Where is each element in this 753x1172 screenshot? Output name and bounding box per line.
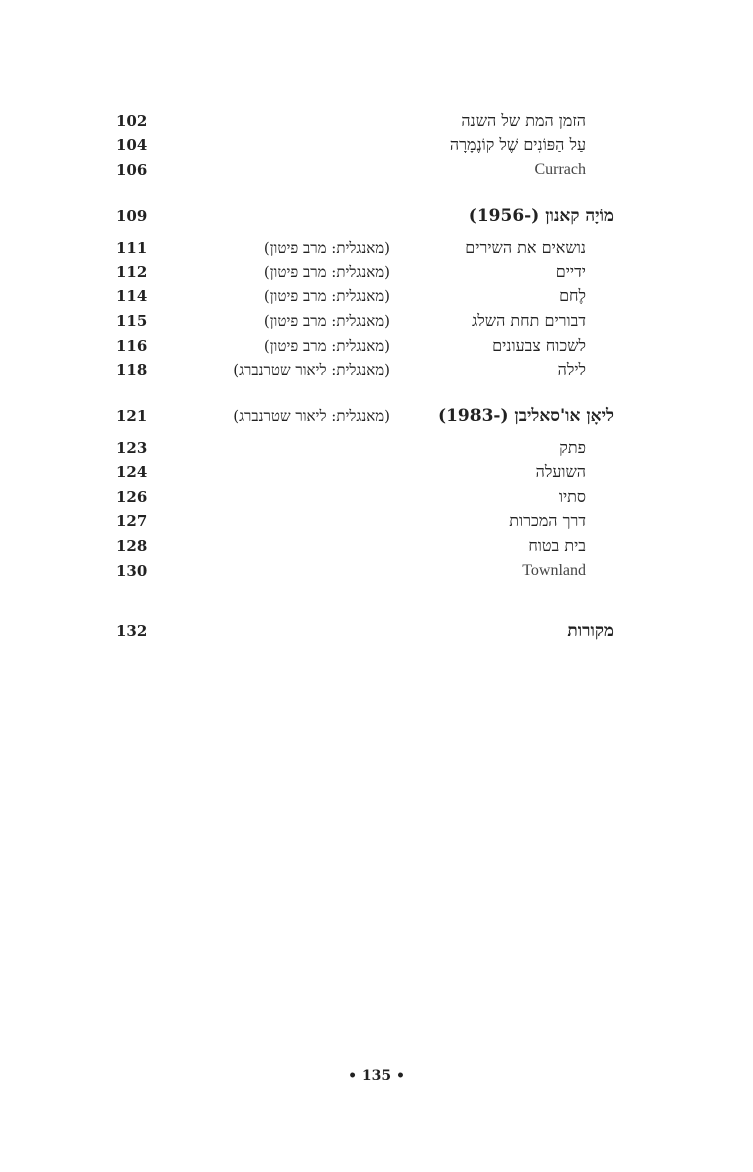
page-number: 123 [116, 439, 148, 457]
entry-title: לילה [557, 360, 586, 379]
page-number: 102 [116, 112, 148, 130]
page-number: 124 [116, 463, 148, 481]
entry-title: סתיו [558, 487, 586, 506]
toc-entry [116, 133, 614, 157]
toc-section-heading [116, 204, 614, 228]
toc-entry [116, 236, 614, 260]
entry-title: השועלה [535, 462, 586, 481]
toc-entry [116, 260, 614, 284]
toc-section-heading [116, 619, 614, 643]
entry-title: עַל הַפּוֹנִים שֶׁל קוֹנֶמָרָה [449, 135, 586, 154]
entry-title: פתק [559, 438, 586, 457]
entry-title: ידיים [555, 262, 586, 281]
entry-title: בית בטוח [528, 536, 586, 555]
toc-entry [116, 509, 614, 533]
page-number: 106 [116, 161, 148, 179]
page-number: 128 [116, 537, 148, 555]
page-number: 127 [116, 512, 148, 530]
translator-credit: (מאנגלית: מרב פיטון) [263, 312, 390, 330]
toc-entry [116, 158, 614, 182]
entry-title: Townland [522, 562, 586, 579]
translator-credit: (מאנגלית: ליאור שטרנברג) [233, 361, 390, 379]
entry-title: הזמן המת של השנה [461, 111, 586, 130]
folio-page-number: • 135 • [348, 1068, 405, 1084]
page-number: 115 [116, 312, 148, 330]
poet-heading: ליאָן או'סאליבן (-1983) [438, 406, 614, 426]
page-number: 132 [116, 622, 148, 640]
toc-entry [116, 485, 614, 509]
sources-heading: מקורות [567, 621, 614, 641]
toc-entry [116, 309, 614, 333]
toc-entry [116, 559, 614, 583]
toc-entry [116, 109, 614, 133]
entry-title: דבורים תחת השלג [472, 311, 586, 330]
toc-entry [116, 284, 614, 308]
page-number: 104 [116, 136, 148, 154]
translator-credit: (מאנגלית: מרב פיטון) [263, 337, 390, 355]
page-number: 112 [116, 263, 148, 281]
page-number: 126 [116, 488, 148, 506]
toc-entry [116, 358, 614, 382]
entry-title: לֶחם [559, 286, 586, 305]
toc-entry [116, 334, 614, 358]
toc-section-heading [116, 404, 614, 428]
page-number: 118 [116, 361, 148, 379]
entry-title: Currach [534, 161, 586, 178]
page-number: 130 [116, 562, 148, 580]
translator-credit: (מאנגלית: מרב פיטון) [263, 287, 390, 305]
translator-credit: (מאנגלית: ליאור שטרנברג) [233, 407, 390, 425]
page-number: 114 [116, 287, 148, 305]
toc-entry [116, 534, 614, 558]
translator-credit: (מאנגלית: מרב פיטון) [263, 239, 390, 257]
entry-title: דרך המכרות [509, 511, 586, 530]
poet-heading: מוֹיָה קאנון (-1956) [468, 206, 614, 226]
page-number: 116 [116, 337, 148, 355]
toc-entry [116, 460, 614, 484]
page-number: 121 [116, 407, 148, 425]
entry-title: לשכוח צבעונים [492, 336, 586, 355]
translator-credit: (מאנגלית: מרב פיטון) [263, 263, 390, 281]
page-number: 111 [116, 239, 148, 257]
toc-entry [116, 436, 614, 460]
page-number: 109 [116, 207, 148, 225]
entry-title: נושאים את השירים [465, 238, 586, 257]
